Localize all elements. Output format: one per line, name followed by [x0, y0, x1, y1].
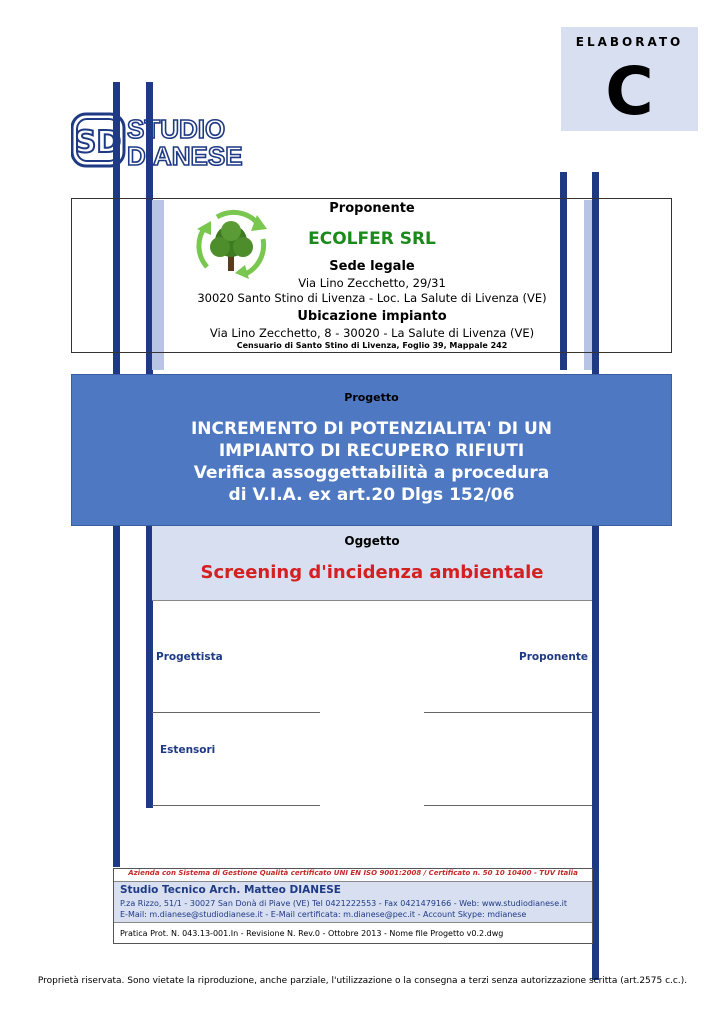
elaborato-label: ELABORATO	[575, 35, 684, 49]
progettista-signature-line	[152, 712, 320, 713]
progettista-label: Progettista	[156, 651, 223, 663]
studio-info-block	[114, 881, 592, 923]
progetto-title-line2: IMPIANTO DI RECUPERO RIFIUTI	[218, 441, 525, 461]
oggetto-label: Oggetto	[344, 534, 400, 548]
progetto-title-line1: INCREMENTO DI POTENZIALITA' DI UN	[190, 419, 553, 439]
elaborato-letter: C	[605, 53, 654, 130]
sede-legale-title: Sede legale	[329, 259, 415, 274]
estensori-signature-line-left	[152, 805, 320, 806]
sede-address-line1: Via Lino Zecchetto, 29/31	[298, 276, 446, 290]
studio-name: Studio Tecnico Arch. Matteo DIANESE	[120, 884, 341, 896]
progetto-title-line4: di V.I.A. ex art.20 Dlgs 152/06	[228, 485, 515, 505]
svg-text:SD: SD	[74, 125, 122, 160]
sede-address-line2: 30020 Santo Stino di Livenza - Loc. La Salute di Livenza (VE)	[197, 291, 547, 305]
ubicazione-title: Ubicazione impianto	[297, 309, 447, 324]
elaborato-box	[561, 27, 698, 131]
progetto-title-line3: Verifica assoggettabilità a procedura	[193, 463, 550, 483]
estensori-label: Estensori	[160, 744, 216, 756]
svg-text:DIANESE: DIANESE	[127, 141, 243, 170]
proponente-signature-label: Proponente	[519, 651, 589, 663]
ubicazione-address: Via Lino Zecchetto, 8 - 30020 - La Salute di Livenza (VE)	[209, 326, 535, 340]
studio-address: P.za Rizzo, 51/1 - 30027 San Donà di Piave (VE) Tel 0421222553 - Fax 0421479166 - Web: www.studiodianese.it	[120, 899, 568, 908]
pratica-info: Pratica Prot. N. 043.13-001.In - Revisione N. Rev.0 - Ottobre 2013 - Nome file Progetto v0.2.dwg	[120, 929, 504, 938]
studio-email: E-Mail: m.dianese@studiodianese.it - E-Mail certificata: m.dianese@pec.it - Account Skype: mdianese	[120, 910, 527, 919]
progetto-banner	[71, 374, 672, 526]
proponente-signature-line	[424, 712, 592, 713]
signature-area-divider	[152, 600, 592, 601]
oggetto-text: Screening d'incidenza ambientale	[200, 562, 544, 583]
proponente-title: Proponente	[329, 201, 415, 216]
quality-certification: Azienda con Sistema di Gestione Qualità certificato UNI EN ISO 9001:2008 / Certificato n. 50 10 10400 - TUV Italia	[128, 869, 578, 877]
proponente-box	[71, 198, 672, 353]
footer-box	[113, 868, 593, 944]
estensori-signature-line-right	[424, 805, 592, 806]
censuario-line: Censuario di Santo Stino di Livenza, Foglio 39, Mappale 242	[236, 341, 508, 350]
company-name: ECOLFER SRL	[308, 229, 436, 249]
studio-logo-icon	[71, 112, 246, 170]
svg-text:STUDIO: STUDIO	[127, 114, 226, 144]
studio-dianese-logo	[71, 112, 246, 170]
oggetto-box	[152, 526, 592, 600]
disclaimer: Proprietà riservata. Sono vietate la riproduzione, anche parziale, l'utilizzazione o la consegna a terzi senza autorizzazione scritta (art.2575 c.c.).	[37, 976, 688, 986]
progetto-label: Progetto	[344, 391, 399, 404]
